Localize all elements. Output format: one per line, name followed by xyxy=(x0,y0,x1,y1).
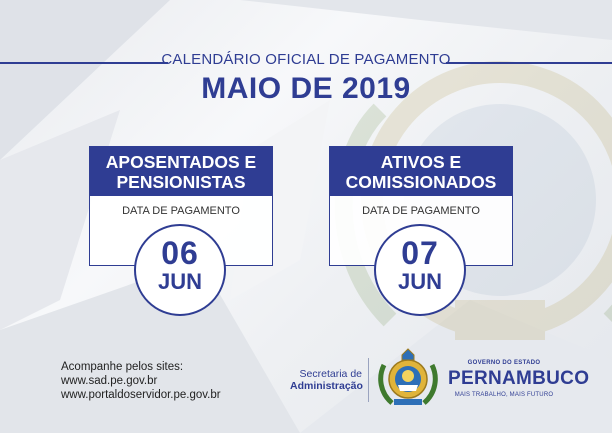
bg-facet xyxy=(240,0,612,40)
card-title xyxy=(89,146,273,196)
state-name: PERNAMBUCO xyxy=(448,368,590,389)
payment-card-ativos xyxy=(329,146,513,294)
site-link-portal[interactable]: www.portaldoservidor.pe.gov.br xyxy=(61,389,221,401)
card-title-line1: ATIVOS E xyxy=(380,152,462,172)
badge-month: JUN xyxy=(157,269,202,294)
badge-day: 06 xyxy=(161,235,199,271)
secretaria-logo-text xyxy=(290,368,362,392)
date-badge xyxy=(134,224,226,316)
state-seal-icon xyxy=(376,347,440,411)
header-title: MAIO DE 2019 xyxy=(201,72,411,105)
gov-top-label: GOVERNO DO ESTADO xyxy=(467,360,541,366)
logo-divider xyxy=(368,358,369,402)
badge-month: JUN xyxy=(397,269,442,294)
payment-card-aposentados xyxy=(89,146,273,294)
sites-label: Acompanhe pelos sites: xyxy=(61,361,184,373)
state-slogan: MAIS TRABALHO, MAIS FUTURO xyxy=(454,392,554,398)
card-sub-label: DATA DE PAGAMENTO xyxy=(122,205,240,217)
sites-block xyxy=(61,360,221,402)
header-subtitle: CALENDÁRIO OFICIAL DE PAGAMENTO xyxy=(161,51,451,68)
card-title-line2: COMISSIONADOS xyxy=(345,172,497,192)
card-sub-label: DATA DE PAGAMENTO xyxy=(362,205,480,217)
badge-day: 07 xyxy=(401,235,439,271)
date-badge xyxy=(374,224,466,316)
secretaria-line2: Administração xyxy=(290,380,363,392)
card-title-line1: APOSENTADOS E xyxy=(105,152,257,172)
secretaria-line1: Secretaria de xyxy=(299,368,362,380)
card-title xyxy=(329,146,513,196)
site-link-sad[interactable]: www.sad.pe.gov.br xyxy=(61,375,158,387)
card-title-line2: PENSIONISTAS xyxy=(116,172,246,192)
